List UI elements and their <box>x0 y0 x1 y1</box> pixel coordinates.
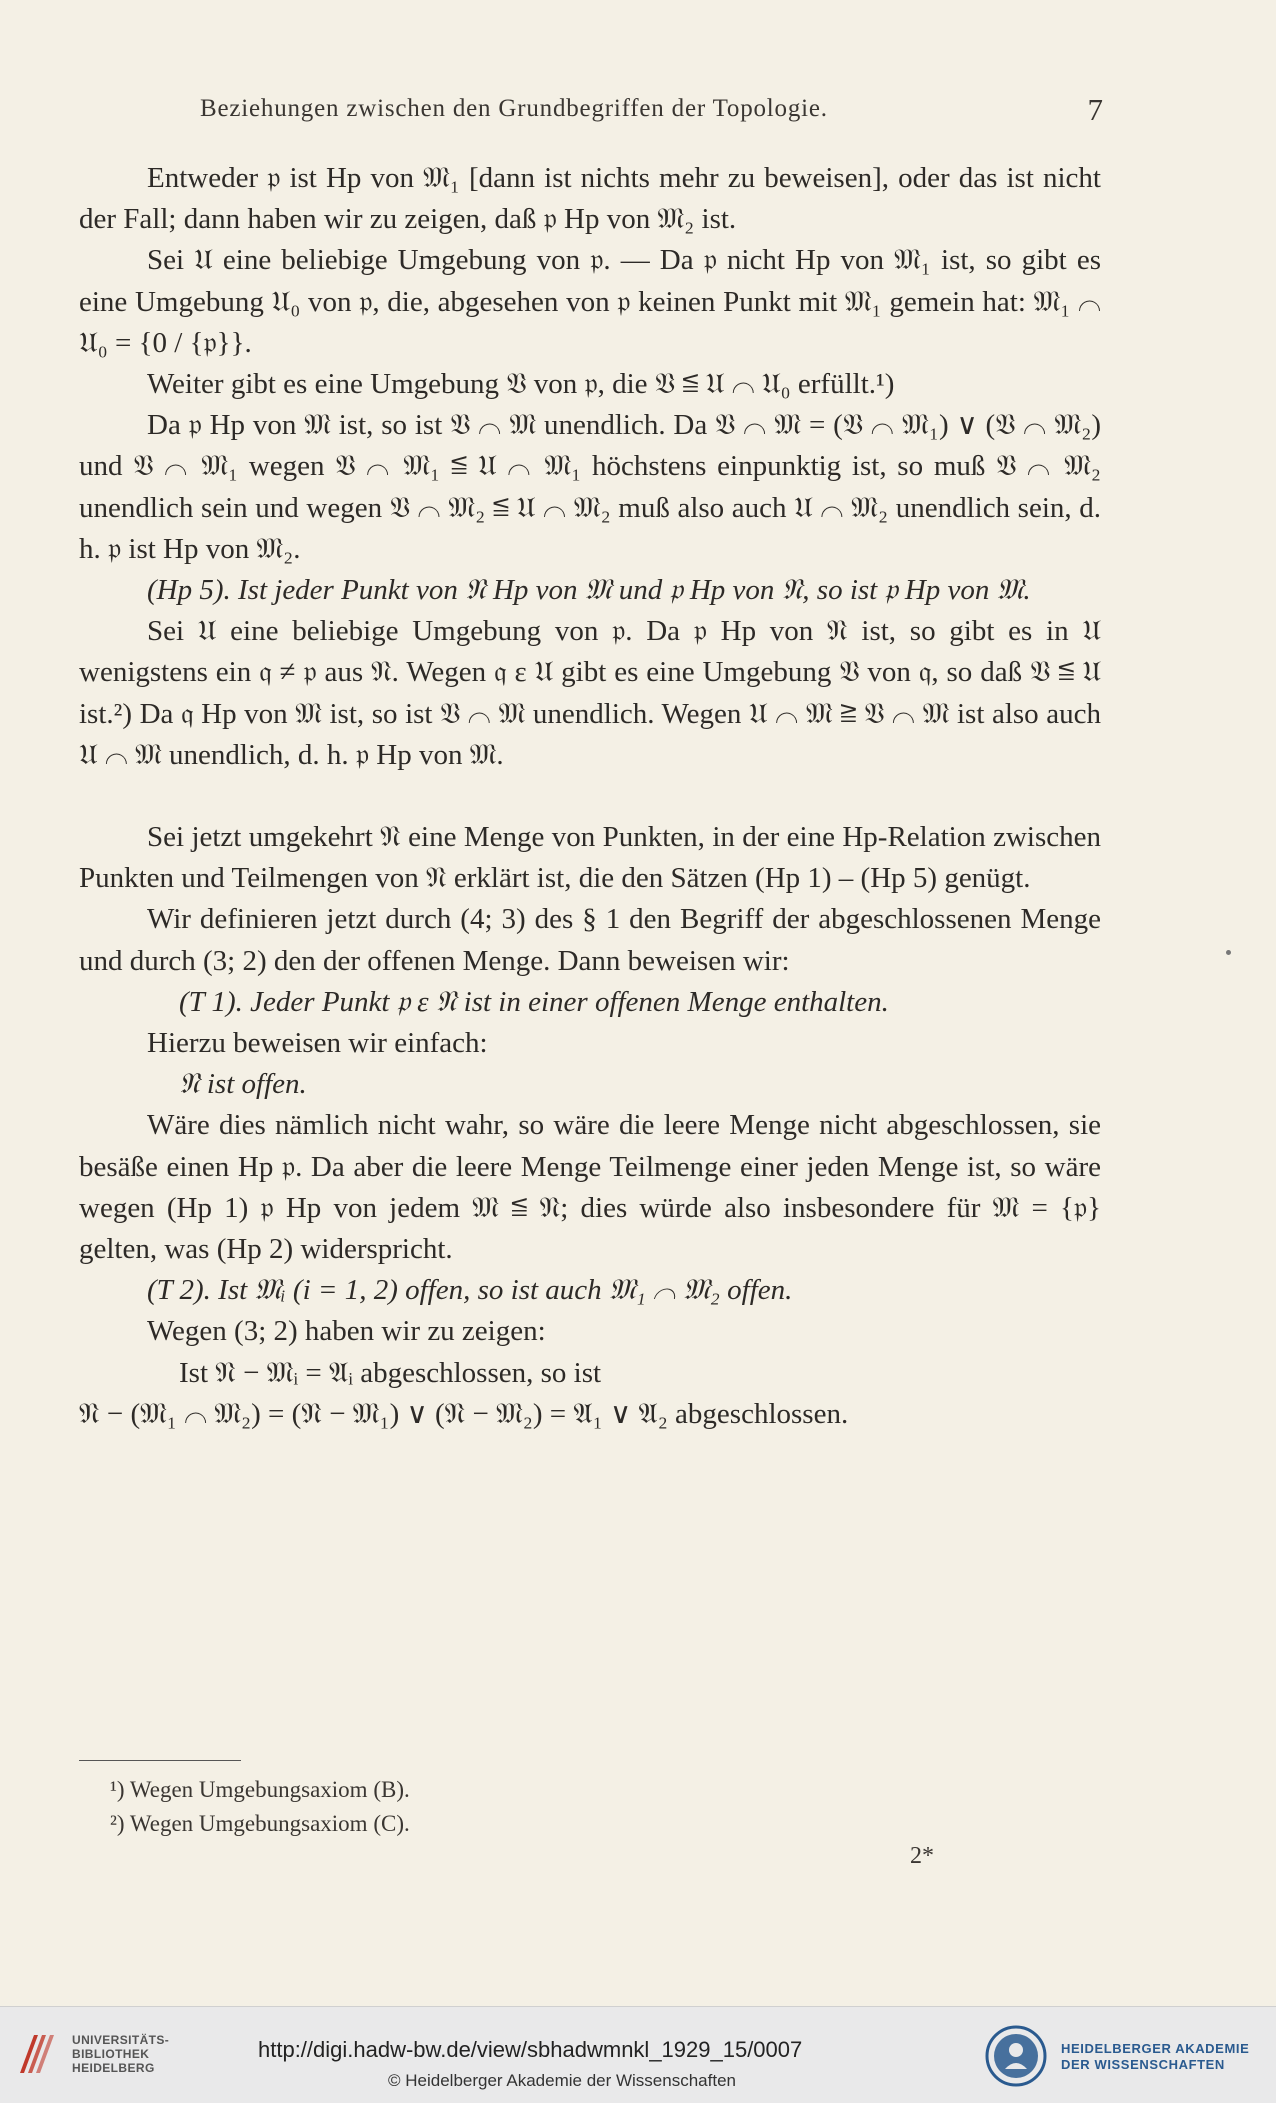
academy-name <box>1061 2041 1249 2073</box>
footnote: ²) Wegen Umgebungsaxiom (C). <box>110 1811 410 1836</box>
signature-mark: 2* <box>910 1843 934 1869</box>
paragraph: Ist 𝔑 − 𝔐ᵢ = 𝔄ᵢ abgeschlossen, so ist <box>179 1356 602 1389</box>
copyright-notice: © Heidelberger Akademie der Wissenschaften <box>388 2071 736 2090</box>
stray-mark <box>1226 950 1231 955</box>
library-line: BIBLIOTHEK <box>72 2047 150 2061</box>
academy-line: DER WISSENSCHAFTEN <box>1061 2057 1225 2072</box>
library-line: HEIDELBERG <box>72 2061 155 2075</box>
paragraph: Wir definieren jetzt durch (4; 3) des § 1 den Begriff der abgeschlossenen Menge und durch (3; 2) den der offenen Menge. Dann beweisen wir: <box>79 903 1101 977</box>
library-name <box>72 2033 169 2075</box>
footnote: ¹) Wegen Umgebungsaxiom (B). <box>110 1777 410 1802</box>
running-header: Beziehungen zwischen den Grundbegriffen der Topologie. <box>200 95 828 122</box>
body-text <box>79 158 1101 1435</box>
academy-line: HEIDELBERGER AKADEMIE <box>1061 2041 1250 2056</box>
paragraph: 𝔑 − (𝔐₁ ⌒ 𝔐₂) = (𝔑 − 𝔐₁) ∨ (𝔑 − 𝔐₂) = 𝔄₁ ∨ 𝔄₂ abgeschlossen. <box>79 1397 849 1430</box>
library-line: UNIVERSITÄTS- <box>72 2033 170 2047</box>
library-logo-icon <box>12 2029 62 2079</box>
paragraph: Weiter gibt es eine Umgebung 𝔙 von 𝔭, die 𝔙 ≦ 𝔘 ⌒ 𝔘₀ erfüllt.¹) <box>147 368 895 401</box>
paragraph: Sei 𝔘 eine beliebige Umgebung von 𝔭. Da 𝔭 Hp von 𝔑 ist, so gibt es in 𝔘 wenigstens ein 𝔮 ≠ 𝔭 aus 𝔑. Wegen 𝔮 ε 𝔘 gibt es eine Umgebung 𝔙 von 𝔮, so daß 𝔙 ≦ 𝔘 ist.²) Da 𝔮 Hp von 𝔐 ist, so ist 𝔙 ⌒ 𝔐 unendlich. Wegen 𝔘 ⌒ 𝔐 ≧ 𝔙 ⌒ 𝔐 ist also auch 𝔘 ⌒ 𝔐 unendlich, d. h. 𝔭 Hp von 𝔐. <box>79 615 1101 771</box>
paragraph: Entweder 𝔭 ist Hp von 𝔐₁ [dann ist nichts mehr zu beweisen], oder das ist nicht der Fall; dann haben wir zu zeigen, daß 𝔭 Hp von 𝔐₂ ist. <box>79 162 1101 236</box>
paragraph: 𝔑 ist offen. <box>179 1068 307 1101</box>
permalink-url[interactable]: http://digi.hadw-bw.de/view/sbhadwmnkl_1929_15/0007 <box>258 2037 803 2062</box>
viewer-footer <box>0 2006 1276 2103</box>
paragraph: (T 2). Ist 𝔐ᵢ (i = 1, 2) offen, so ist auch 𝔐₁ ⌒ 𝔐₂ offen. <box>147 1274 793 1307</box>
paragraph: Wegen (3; 2) haben wir zu zeigen: <box>147 1315 546 1348</box>
footnote-rule <box>79 1760 241 1761</box>
page-number: 7 <box>1087 92 1103 127</box>
paragraph: (Hp 5). Ist jeder Punkt von 𝔑 Hp von 𝔐 und 𝔭 Hp von 𝔑, so ist 𝔭 Hp von 𝔐. <box>147 574 1031 607</box>
paragraph: Hierzu beweisen wir einfach: <box>147 1027 488 1060</box>
paragraph: (T 1). Jeder Punkt 𝔭 ε 𝔑 ist in einer offenen Menge enthalten. <box>179 985 889 1018</box>
paragraph: Wäre dies nämlich nicht wahr, so wäre die leere Menge nicht abgeschlossen, sie besäße einen Hp 𝔭. Da aber die leere Menge Teilmenge einer jeden Menge ist, so wäre wegen (Hp 1) 𝔭 Hp von jedem 𝔐 ≦ 𝔑; dies würde also insbesondere für 𝔐 = {𝔭} gelten, was (Hp 2) widerspricht. <box>79 1109 1101 1266</box>
paragraph: Sei jetzt umgekehrt 𝔑 eine Menge von Punkten, in der eine Hp-Relation zwischen Punkten und Teilmengen von 𝔑 erklärt ist, die den Sätzen (Hp 1) – (Hp 5) genügt. <box>79 821 1101 895</box>
footnotes <box>110 1773 410 1841</box>
academy-seal-icon <box>985 2025 1047 2087</box>
paragraph: Sei 𝔘 eine beliebige Umgebung von 𝔭. — Da 𝔭 nicht Hp von 𝔐₁ ist, so gibt es eine Umgebung 𝔘₀ von 𝔭, die, abgesehen von 𝔭 keinen Punkt mit 𝔐₁ gemein hat: 𝔐₁ ⌒ 𝔘₀ = {0 / {𝔭}}. <box>79 244 1101 359</box>
paragraph: Da 𝔭 Hp von 𝔐 ist, so ist 𝔙 ⌒ 𝔐 unendlich. Da 𝔙 ⌒ 𝔐 = (𝔙 ⌒ 𝔐₁) ∨ (𝔙 ⌒ 𝔐₂) und 𝔙 ⌒ 𝔐₁ wegen 𝔙 ⌒ 𝔐₁ ≦ 𝔘 ⌒ 𝔐₁ höchstens einpunktig ist, so muß 𝔙 ⌒ 𝔐₂ unendlich sein und wegen 𝔙 ⌒ 𝔐₂ ≦ 𝔘 ⌒ 𝔐₂ muß also auch 𝔘 ⌒ 𝔐₂ unendlich sein, d. h. 𝔭 ist Hp von 𝔐₂. <box>79 409 1101 565</box>
